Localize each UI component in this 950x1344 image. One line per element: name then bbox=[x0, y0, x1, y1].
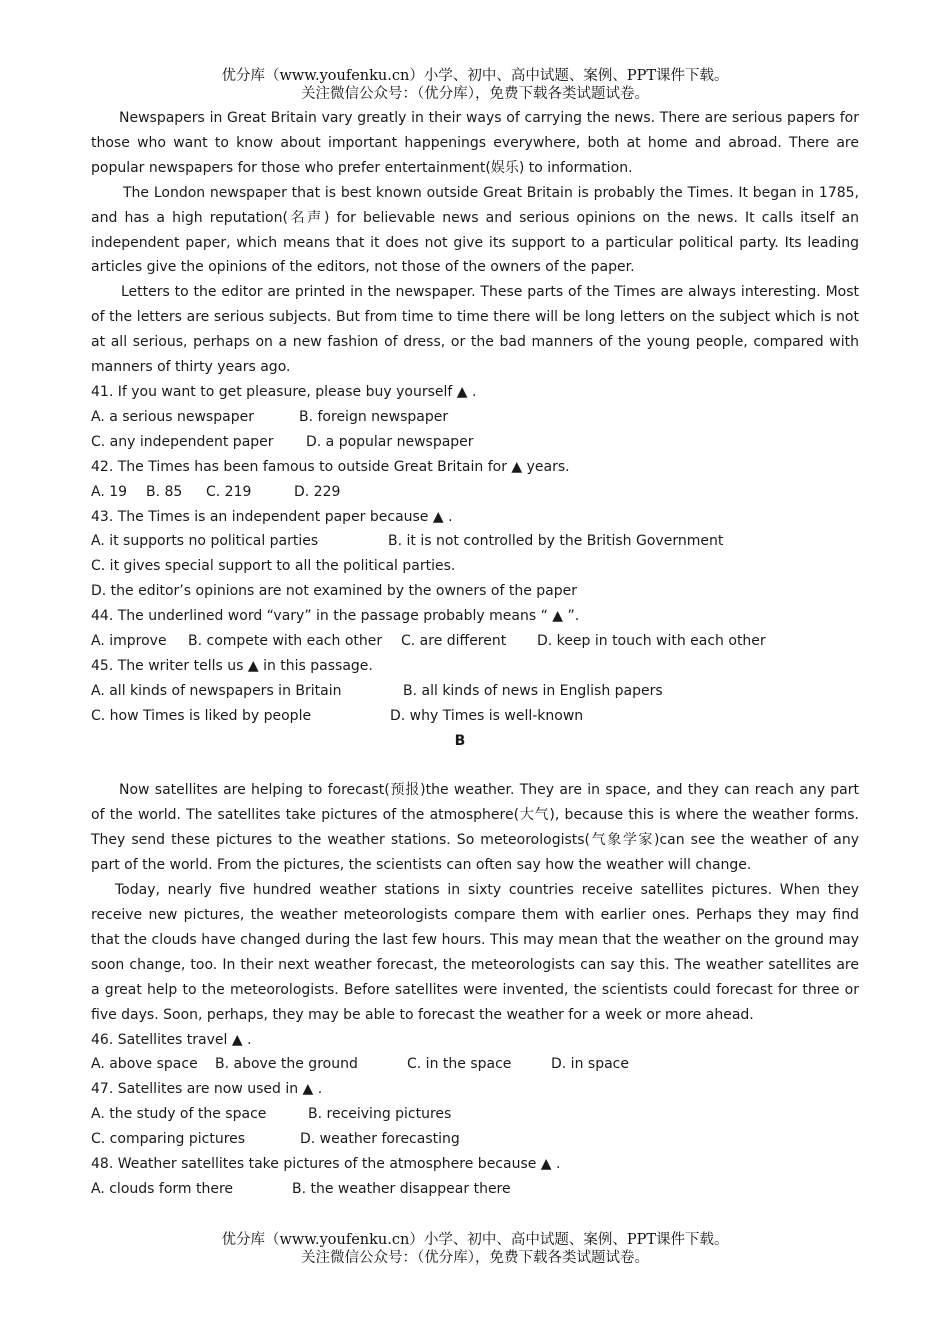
question-44-options-row-1 bbox=[91, 629, 859, 654]
question-43-option-a: A. it supports no political parties bbox=[91, 533, 319, 550]
question-47-option-d: D. weather forecasting bbox=[300, 1131, 460, 1148]
question-44-option-b: B. compete with each other bbox=[188, 633, 383, 650]
question-43-option-b: B. it is not controlled by the British Government bbox=[388, 533, 724, 550]
page-footer bbox=[0, 1231, 950, 1267]
question-43-stem: 43. The Times is an independent paper because ▲ . bbox=[91, 508, 453, 525]
question-46-options-row-1 bbox=[91, 1052, 859, 1077]
question-47-options-row-1 bbox=[91, 1102, 859, 1127]
question-48-option-b: B. the weather disappear there bbox=[292, 1180, 511, 1197]
question-45-stem: 45. The writer tells us ▲ in this passage. bbox=[91, 657, 373, 674]
question-45-options-row-1 bbox=[91, 679, 859, 704]
header-line-2: 关注微信公众号：（优分库），免费下载各类试题试卷。 bbox=[301, 86, 649, 102]
question-47-stem: 47. Satellites are now used in ▲ . bbox=[91, 1081, 323, 1098]
question-41-options-row-2 bbox=[91, 430, 859, 455]
question-45-option-a: A. all kinds of newspapers in Britain bbox=[91, 682, 342, 699]
section-b-title: B bbox=[454, 732, 466, 749]
question-43-option-d: D. the editor’s opinions are not examined by the owners of the paper bbox=[91, 583, 577, 600]
question-43-options-row-1 bbox=[91, 529, 859, 554]
question-45-option-c: C. how Times is liked by people bbox=[91, 707, 312, 724]
question-45-option-d: D. why Times is well-known bbox=[390, 707, 584, 724]
question-47-option-b: B. receiving pictures bbox=[308, 1106, 452, 1123]
passage-b-paragraph-2: Today, nearly five hundred weather stations in sixty countries receive satellites pictures. When they receive new pictures, the weather meteorologists compare them with earlier ones. Perhaps they may find that the clouds have changed during the last few hours. This may mean that the weather on the ground may soon change, too. In their next weather forecast, the meteorologists can say this. The weather satellites are a great help to the meteorologists. Before satellites were invented, the scientists could forecast for three or five days. Soon, perhaps, they may be able to forecast the weather for a week or more ahead. bbox=[91, 882, 859, 1023]
question-47-options-row-2 bbox=[91, 1127, 859, 1152]
question-41-option-d: D. a popular newspaper bbox=[306, 433, 474, 450]
question-45-options-row-2 bbox=[91, 704, 859, 729]
question-42-option-d: D. 229 bbox=[294, 483, 341, 500]
footer-line-2: 关注微信公众号：（优分库），免费下载各类试题试卷。 bbox=[301, 1250, 649, 1266]
question-44-option-a: A. improve bbox=[91, 633, 167, 650]
question-44-option-d: D. keep in touch with each other bbox=[537, 633, 766, 650]
passage-b-paragraph-1: Now satellites are helping to forecast(预报)the weather. They are in space, and they can reach any part of the world. The satellites take pictures of the atmosphere(大气), because this is where the weather forms. They send these pictures to the weather stations. So meteorologists(气象学家)can see the weather of any part of the world. From the pictures, the scientists can often say how the weather will change. bbox=[91, 782, 859, 874]
passage-a-paragraph-3: Letters to the editor are printed in the newspaper. These parts of the Times are always interesting. Most of the letters are serious subjects. But from time to time there will be long letters on the subject which is not at all serious, perhaps on a new fashion of dress, or the bad manners of the young people, compared with manners of thirty years ago. bbox=[91, 284, 859, 376]
question-41-stem: 41. If you want to get pleasure, please buy yourself ▲ . bbox=[91, 383, 477, 400]
question-48-options-row-1 bbox=[91, 1177, 859, 1202]
question-41-option-a: A. a serious newspaper bbox=[91, 408, 254, 425]
page-header bbox=[0, 67, 950, 103]
section-spacer bbox=[91, 754, 859, 779]
question-41-options-row-1 bbox=[91, 405, 859, 430]
question-43-options-row-2 bbox=[91, 554, 859, 579]
question-42-option-c: C. 219 bbox=[206, 483, 252, 500]
question-46-option-a: A. above space bbox=[91, 1056, 198, 1073]
exam-content bbox=[91, 106, 859, 1202]
question-47-option-c: C. comparing pictures bbox=[91, 1131, 246, 1148]
question-43-options-row-3 bbox=[91, 579, 859, 604]
passage-a-paragraph-2: The London newspaper that is best known outside Great Britain is probably the Times. It began in 1785, and has a high reputation(名声) for believable news and serious opinions on the news. It calls itself an independent paper, which means that it does not give its support to a particular political party. Its leading articles give the opinions of the editors, not those of the owners of the paper. bbox=[91, 184, 859, 276]
footer-line-1: 优分库（www.youfenku.cn）小学、初中、高中试题、案例、PPT课件下载。 bbox=[221, 1232, 729, 1248]
question-42-option-a: A. 19 bbox=[91, 483, 128, 500]
question-41-option-c: C. any independent paper bbox=[91, 433, 274, 450]
question-48-option-a: A. clouds form there bbox=[91, 1180, 234, 1197]
question-46-option-b: B. above the ground bbox=[215, 1056, 358, 1073]
passage-a-paragraph-1: Newspapers in Great Britain vary greatly in their ways of carrying the news. There are serious papers for those who want to know about important happenings everywhere, both at home and abroad. There are popular newspapers for those who prefer entertainment(娱乐) to information. bbox=[91, 110, 859, 176]
question-42-options-row-1 bbox=[91, 480, 859, 505]
question-46-option-c: C. in the space bbox=[407, 1056, 512, 1073]
question-42-option-b: B. 85 bbox=[146, 483, 183, 500]
question-45-option-b: B. all kinds of news in English papers bbox=[403, 682, 663, 699]
question-44-stem: 44. The underlined word “vary” in the passage probably means “ ▲ ”. bbox=[91, 608, 580, 625]
question-44-option-c: C. are different bbox=[401, 633, 507, 650]
question-46-stem: 46. Satellites travel ▲ . bbox=[91, 1031, 252, 1048]
question-43-option-c: C. it gives special support to all the political parties. bbox=[91, 558, 456, 575]
question-42-stem: 42. The Times has been famous to outside Great Britain for ▲ years. bbox=[91, 458, 570, 475]
question-48-stem: 48. Weather satellites take pictures of the atmosphere because ▲ . bbox=[91, 1156, 561, 1173]
question-41-option-b: B. foreign newspaper bbox=[299, 408, 449, 425]
question-46-option-d: D. in space bbox=[551, 1056, 629, 1073]
question-47-option-a: A. the study of the space bbox=[91, 1106, 267, 1123]
header-line-1: 优分库（www.youfenku.cn）小学、初中、高中试题、案例、PPT课件下载。 bbox=[221, 68, 729, 84]
